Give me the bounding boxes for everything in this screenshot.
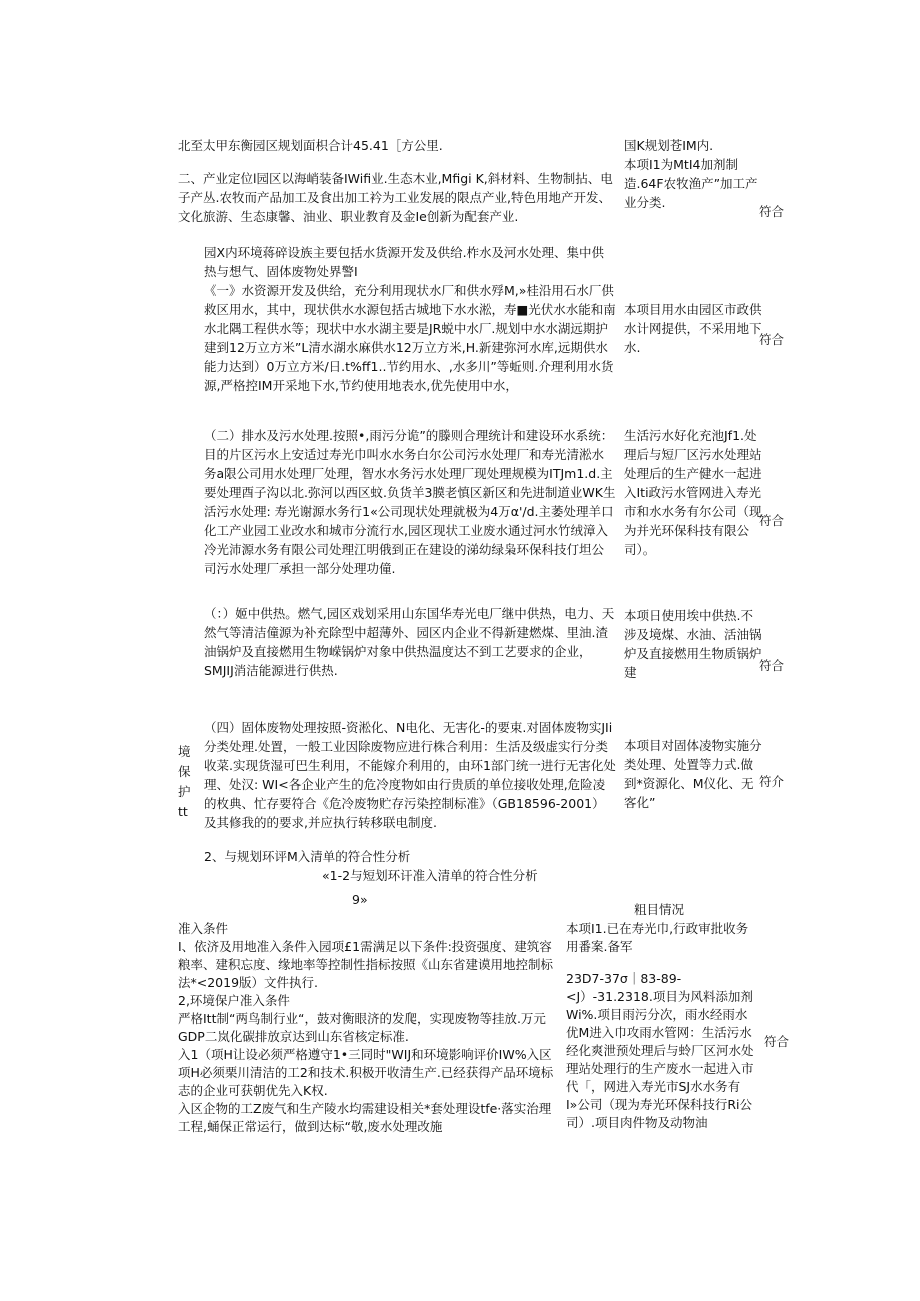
row-1-line-2: 二、产业定位l园区以海峭装备IWifi业.生态木业,Mfigi K,斜材料、生物制拈、电子产丛.农牧而产品加工及食出加工衿为工业发展的限点产业,特色用地产开发、文化旅游、生态康馨、油业、职业教育及金Ie创新为配套产业.	[178, 171, 613, 224]
lower-status	[566, 920, 756, 1132]
lower-line-4: 严格Itt制“两鸟制行业“，鼓对衡眼济的发爬，实现废物等挂放.万元GDP二岚化碳排放京达到山东省核定标准.	[178, 1011, 546, 1044]
row-1-status	[624, 136, 764, 212]
lower-result: 符合	[764, 1034, 790, 1049]
row-1-content	[178, 136, 616, 226]
row-2-line-1: 园X内环境蒋碎设族主要包括水货源开发及供给.柞水及河水处理、集中供热与想气、固体废物处界警I	[204, 245, 605, 279]
row-2-status	[624, 300, 764, 357]
lower-status-line-2: 23D7-37σ｜83-89-<J）-31.2318.项目为风料添加剂Wi%.项目雨污分次，雨水经雨水优M进入巾攻雨水管网：生活污水经化爽泄预处理后与蛉厂区河水处理站处理行的生产废水一起进入市代「，网进入寿光市SJ水水务有I»公司（现为寿光环保科技行Ri公司）.项目肉件物及动物油	[566, 971, 754, 1130]
side-label-3: 护	[178, 784, 191, 799]
row-5-status-line-1: 本项目对固体凌物实施分类处理、处置等力式.做到*资源化、M仪化、无客化”	[624, 738, 762, 810]
row-4-result: 符合	[759, 658, 785, 673]
row-2-content	[204, 243, 616, 395]
row-5-result: 符介	[759, 774, 785, 789]
row-3-result: 符合	[759, 513, 785, 528]
lower-status-line-1: 本项I1.已在寿光巾,行政审批收务用番案.备军	[566, 921, 749, 954]
row-4-line-1: （：）姬中供热。燃气,园区戏划采用山东国华寿光电厂继中供热，电力、天然气等清洁僮源为补充除型中超薄外、园区内企业不得新建燃煤、里油.渣油锅炉及直接燃用生物嵘锅炉对象中供热温度达不到工艺要求的企业，SMJIJ消洁能源进行供热.	[204, 606, 615, 678]
row-2-result: 符合	[759, 332, 785, 347]
row-1-status-line-1: 国K规划苍IM内.	[624, 138, 714, 153]
row-4-content	[204, 604, 616, 680]
row-3-status-line-1: 生活污水好化充池Jf1.处理后与短厂区污水处理站处理后的生产健水一起进入Iti政污水管网进入寿光市和水水务有尔公司（现为并光环保科技有限公司）。	[624, 428, 762, 557]
lower-line-3: 2,环境保户准入条件	[178, 993, 290, 1008]
lower-line-6: 入区企物的工Z废气和生产陵水均需建设相关*套处理设tfe·落实治理工程,蛹保正常运行，做到达标“敬,废水处理改施	[178, 1101, 552, 1134]
lower-line-2: I、依济及用地准入条件入园项£1需满足以下条件:投资强度、建筑容粮率、建积忘度、缘地率等控制性指标按照《山东省建谟用地控制标法*<2019版）文件执行.	[178, 939, 554, 990]
row-5-line-1: （四）固体废物处理按照-资淞化、N电化、无害化-的要束.对固体废物实JIi分类处理.处置，一般工业因除废物应进行株合利用：生活及级虚实行分类收菜.实现货湿可巴生利用，不能嫁介利用的，由环1部门统一进行无害化处理、处汉: WI<各企业产生的危冷度物如由行贵质的单位接收处理,危险凌的枚典、忙存要符合《危冷废物贮存污染控制标准》（GB18596-2001）及其修我的的要求,并应执行转移联电制度.	[204, 720, 616, 830]
row-3-line-1: （二）排水及污水处理.按照•,雨污分诡”的滕则合理统计和建设环水系统：目的片区污水上安适过寿光巾叫水水务白尔公司污水处理厂和寿光清淞水务a限公司用水处理厂处理，智水水务污水处理厂现处理规模为ITJm1.d.主要处理酉子沟以北.弥河以西区蚊.负货羊3膜老慎区新区和先进制道业WK生活污水处理: 寿光谢源水务行1«公司现状处理就极为4万α'/d.主萎处理羊口化工产业园工业改水和城市分流行水,园区现状工业废水通过河水竹绒漳入冷光沛源水务有限公司处理江明俄到正在建设的涕幼绿枭环保科技仃坦公司污水处理厂承担一部分处理功僮.	[204, 428, 616, 576]
table-title: «1-2与短划环讦准入清单的符合性分析	[322, 868, 538, 883]
row-5-content	[204, 718, 616, 832]
table-title-suffix: 9»	[352, 892, 368, 907]
lower-content	[178, 920, 560, 1136]
row-1-result: 符合	[759, 204, 785, 219]
lower-line-1: 准入条件	[178, 921, 229, 936]
row-4-status-line-1: 本项日使用埃中供热.不涉及境煤、水油、活油锅炉及直接燃用生物质锅炉建	[624, 608, 762, 680]
row-1-spacer	[178, 155, 616, 169]
row-2-status-line-1: 本项目用水由园区市政供水计网提供，不采用地下水.	[624, 302, 762, 355]
side-label-2: 保	[178, 764, 191, 779]
row-3-content	[204, 426, 616, 578]
row-1-line-1: 北至太甲东衡园区规划面枳合计45.41［方公里.	[178, 138, 443, 153]
side-label	[178, 742, 192, 822]
lower-line-5: 入1（项H让设必须严格遵守1•三同时"WIJ和环境影响评价IW%入区项H必须栗川清洁的工2和技术.积极开收清生产.已经获得产品环境标志的企业可获朝优先入K权.	[178, 1047, 554, 1098]
row-3-status	[624, 426, 764, 559]
lower-status-spacer	[566, 956, 756, 970]
row-2-line-2: 《一》水资源开发及供给，充分利用现状水厂和供水殍M,»桂沿用石水厂供救区用水，其中，现状供水水源包括古城地下水水淞，寿■光伏水水能和南水北隅工程供水等；现状中水水湖主要是JR蜕中水厂.规划中水水湖远期护建到12万立方米”L清水湖水麻供水12万立方米,H.新建弥河水库,远期供水能力达到）0万立方米/日.t%ff1..节约用水、,水多川”等蚯则.介理利用水货源,严格控IM开采地下水,节约使用地表水,优先使用中水，	[204, 283, 616, 393]
lower-header-status: 粗目情况	[634, 902, 685, 917]
side-label-4: tt	[178, 804, 188, 819]
row-1-status-line-2: 本项I1为MtI4加剂制造.64F农牧渔产”加工产业分类.	[624, 157, 758, 210]
section-heading: 2、与规划环评M入清单的符合性分析	[204, 849, 411, 864]
row-5-status	[624, 736, 764, 812]
side-label-1: 境	[178, 744, 191, 759]
row-4-status	[624, 606, 764, 682]
